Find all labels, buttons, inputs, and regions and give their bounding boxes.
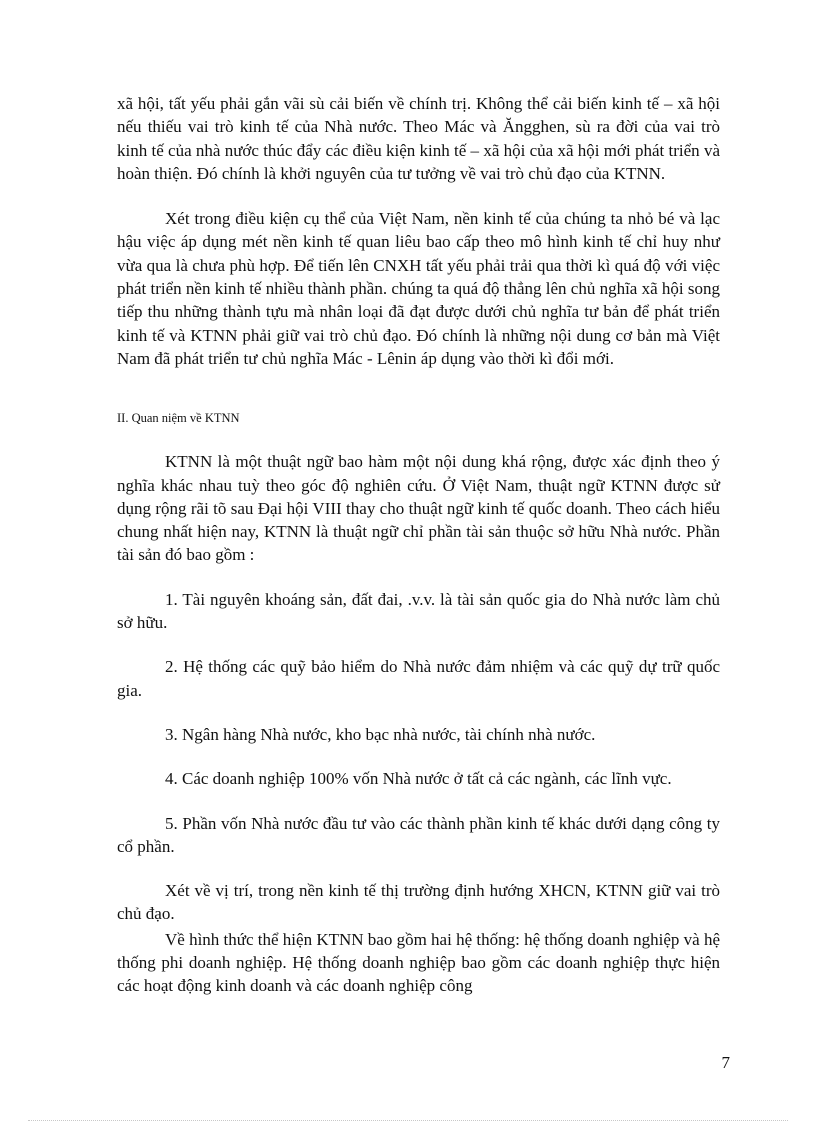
- paragraph-intro-continued: xã hội, tất yếu phải gắn vãi sù cải biến về chính trị. Không thể cải biến kinh tế – xã hội nếu thiếu vai trò kinh tế của Nhà nước. Theo Mác và Ăngghen, sù ra đời của vai trò kinh tế của nhà nước thúc đẩy các điều kiện kinh tế – xã hội của xã hội mới phát triển và hoàn thiện. Đó chính là khởi nguyên của tư tưởng về vai trò chủ đạo của KTNN.: [117, 94, 720, 183]
- list-item-2: 2. Hệ thống các quỹ bảo hiểm do Nhà nước đảm nhiệm và các quỹ dự trữ quốc gia.: [117, 657, 720, 700]
- list-item-5: 5. Phần vốn Nhà nước đầu tư vào các thành phần kinh tế khác dưới dạng công ty cổ phần.: [117, 813, 720, 856]
- section-heading: II. Quan niệm về KTNN: [117, 411, 240, 426]
- page-body: [117, 92, 720, 998]
- page-number: 7: [721, 1053, 730, 1072]
- page-bottom-divider: [28, 1120, 788, 1121]
- paragraph-ktnn-definition: KTNN là một thuật ngữ bao hàm một nội dung khá rộng, được xác định theo ý nghĩa khác nhau tuỳ theo góc độ nghiên cứu. Ở Việt Nam, thuật ngữ KTNN được sử dụng rộng rãi tõ sau Đại hội VIII thay cho thuật ngữ kinh tế quốc doanh. Theo cách hiểu chung nhất hiện nay, KTNN là thuật ngữ chỉ phần tài sản thuộc sở hữu Nhà nước. Phần tài sản đó bao gồm :: [117, 452, 720, 565]
- list-item-4: 4. Các doanh nghiệp 100% vốn Nhà nước ở tất cả các ngành, các lĩnh vực.: [165, 769, 672, 789]
- list-item-3: 3. Ngân hàng Nhà nước, kho bạc nhà nước, tài chính nhà nước.: [165, 724, 596, 744]
- paragraph-vietnam-context: Xét trong điều kiện cụ thể của Việt Nam, nền kinh tế của chúng ta nhỏ bé và lạc hậu việc áp dụng mét nền kinh tế quan liêu bao cấp theo mô hình kinh tế chỉ huy như vừa qua là chưa phù hợp. Để tiến lên CNXH tất yếu phải trải qua thời kì quá độ với việc phát triển nền kinh tế nhiều thành phần. chúng ta quá độ thẳng lên chủ nghĩa xã hội song tiếp thu những thành tựu mà nhân loại đã đạt được dưới chủ nghĩa tư bản để phát triển kinh tế và KTNN phải giữ vai trò chủ đạo. Đó chính là những nội dung cơ bản mà Việt Nam đã phát triển tư chủ nghĩa Mác - Lênin áp dụng vào thời kì đổi mới.: [117, 209, 720, 368]
- paragraph-form: Về hình thức thể hiện KTNN bao gồm hai hệ thống: hệ thống doanh nghiệp và hệ thống phi doanh nghiệp. Hệ thống doanh nghiệp bao gồm các doanh nghiệp thực hiện các hoạt động kinh doanh và các doanh nghiệp công: [117, 929, 720, 996]
- list-item-1: 1. Tài nguyên khoáng sản, đất đai, .v.v. là tài sản quốc gia do Nhà nước làm chủ sở hữu.: [117, 589, 720, 633]
- paragraph-position: Xét về vị trí, trong nền kinh tế thị trường định hướng XHCN, KTNN giữ vai trò chủ đạo.: [117, 881, 720, 924]
